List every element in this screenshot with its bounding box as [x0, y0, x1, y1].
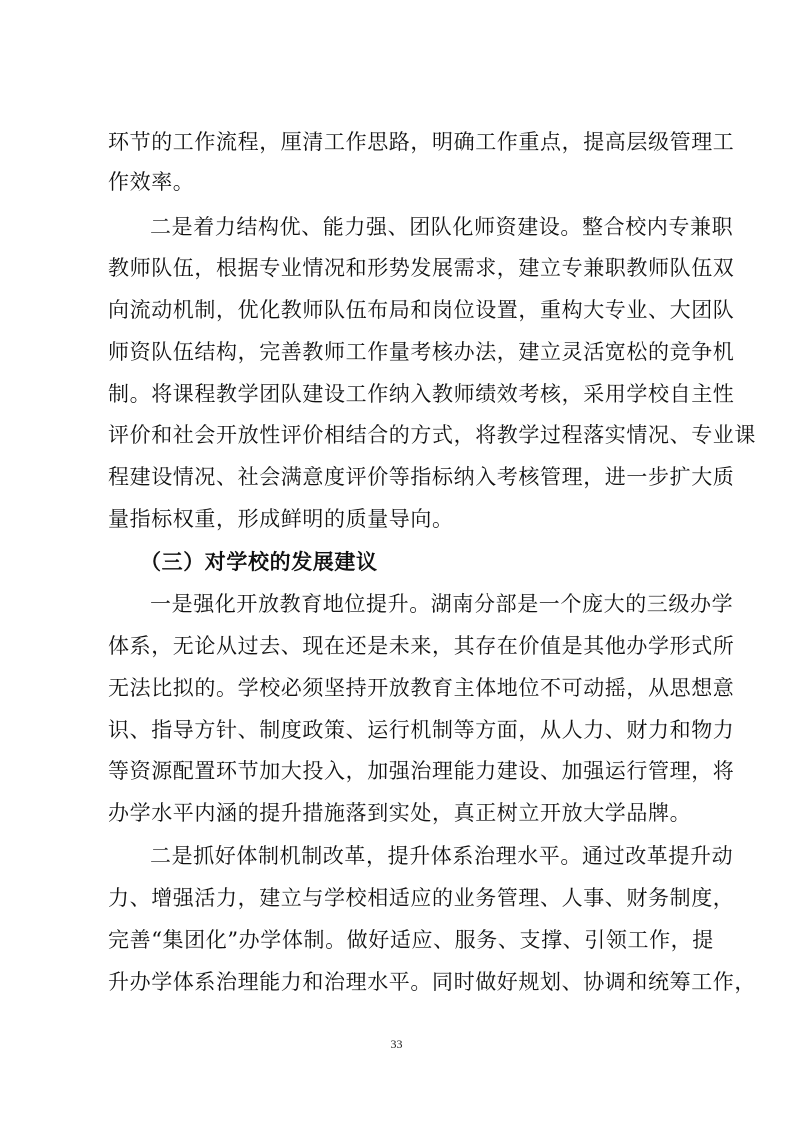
- text-line: 量指标权重，形成鲜明的质量导向。: [108, 507, 454, 531]
- text-line: 制。将课程教学团队建设工作纳入教师绩效考核，采用学校自主性: [108, 382, 735, 406]
- text-line: 无法比拟的。学校必须坚持开放教育主体地位不可动摇，从思想意: [108, 676, 735, 700]
- text-line: 教师队伍，根据专业情况和形势发展需求，建立专兼职教师队伍双: [108, 256, 735, 280]
- text-line: 师资队伍结构，完善教师工作量考核办法，建立灵活宽松的竞争机: [108, 340, 735, 364]
- paragraph-start-line: 二是抓好体制机制改革，提升体系治理水平。通过改革提升动: [150, 844, 734, 868]
- text-line: 等资源配置环节加大投入，加强治理能力建设、加强运行管理，将: [108, 759, 735, 783]
- text-line: 识、指导方针、制度政策、运行机制等方面，从人力、财力和物力: [108, 718, 735, 742]
- text-line: 向流动机制，优化教师队伍布局和岗位设置，重构大专业、大团队: [108, 298, 735, 322]
- text-line: 环节的工作流程，厘清工作思路，明确工作重点，提高层级管理工: [108, 130, 735, 154]
- text-line: 体系，无论从过去、现在还是未来，其存在价值是其他办学形式所: [108, 634, 735, 658]
- text-line: 升办学体系治理能力和治理水平。同时做好规划、协调和统筹工作，: [108, 970, 756, 994]
- text-line: 程建设情况、社会满意度评价等指标纳入考核管理，进一步扩大质: [108, 465, 735, 489]
- text-line: 评价和社会开放性评价相结合的方式，将教学过程落实情况、专业课: [108, 423, 756, 447]
- text-line: 力、增强活力，建立与学校相适应的业务管理、人事、财务制度，: [108, 886, 735, 910]
- paragraph-start-line: 二是着力结构优、能力强、团队化师资建设。整合校内专兼职: [150, 215, 734, 239]
- text-line: 作效率。: [108, 170, 195, 194]
- page-number: 33: [390, 1037, 403, 1051]
- paragraph-start-line: 一是强化开放教育地位提升。湖南分部是一个庞大的三级办学: [150, 592, 734, 616]
- text-line: 办学水平内涵的提升措施落到实处，真正树立开放大学品牌。: [108, 801, 692, 825]
- text-line: 完善“集团化”办学体制。做好适应、服务、支撑、引领工作，提: [108, 928, 714, 952]
- section-heading: （三）对学校的发展建议: [140, 550, 378, 574]
